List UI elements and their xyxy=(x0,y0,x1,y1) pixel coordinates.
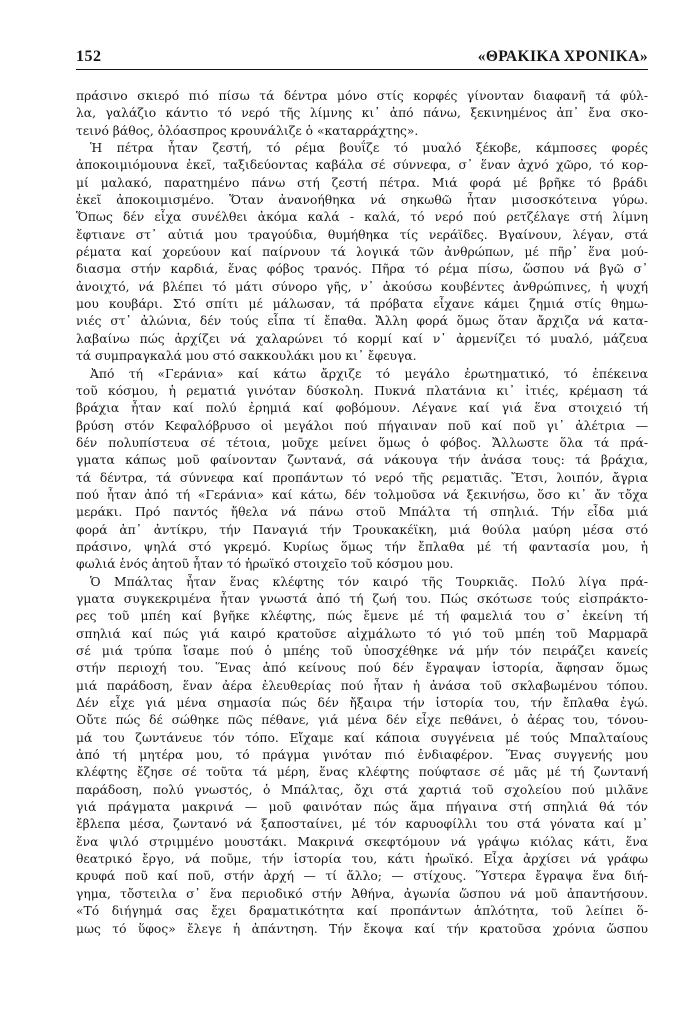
text-line: ἕνα ψιλό στριμμένο μουστάκι. Μακρινά σκεφτόμουν νά γράψω κιόλας κάτι, ἕνα xyxy=(76,834,648,849)
text-line: ρέματα καί χορεύουν καί παίρνουν τά λογικά τῶν ἀνθρώπων, μέ πῆρ᾽ ἕνα μού- xyxy=(76,245,648,260)
text-line: ἐκεῖ ἀποκοιμισμένο. Ὅταν ἀνανοήθηκα νά σηκωθῶ ἦταν μισοσκότεινα γύρω. xyxy=(76,193,648,208)
text-line: ἔβλεπα μέσα, ζωντανό νά ξαποσταίνει, μέ τόν καρυοφίλλι του στά γόνατα καί μ᾽ xyxy=(76,817,648,832)
text-line: φορά ἀπ᾽ ἀντίκρυ, τήν Παναγιά τήν Τρουκακέϊκη, μιά θούλα μαύρη μέσα στό xyxy=(76,522,648,537)
text-line: μά του ζωντάνευε τόν τόπο. Εἴχαμε καί κάποια συγγένεια μέ τούς Μπαλταίους xyxy=(76,730,648,745)
text-line: κρυφά ποῦ καί ποῦ, στήν ἀρχή — τί ἄλλο; — στίχους. Ὕστερα ἔγραψα ἕνα διή- xyxy=(76,869,648,884)
text-line: τά συμπραγκαλά μου στό σακκουλάκι μου κι᾽ ἔφευγα. xyxy=(76,349,417,364)
text-line: ἀποκοιμιόμουνα ἐκεῖ, ταξιδεύοντας καβάλα σέ σύννεφα, σ᾽ ἕναν ἀχνό χῶρο, τό κορ- xyxy=(76,158,648,173)
text-line: Οὔτε πώς δέ σώθηκε πῶς πέθανε, γιά μένα δέν εἶχε πεθάνει, ὁ ἀέρας του, τόνου- xyxy=(76,713,648,728)
text-line: μεράκι. Πρό παντός ἤθελα νά πάνω στοῦ Μπάλτα τή σπηλιά. Τήν εἶδα μιά xyxy=(76,505,648,520)
text-line: τοῦ κόσμου, ἡ ρεματιά γινόταν δύσκολη. Πυκνά πλατάνια κι᾽ ἰτιές, κρέμαση τά xyxy=(76,383,648,398)
text-line: κλέφτης ἔζησε σέ τοῦτα τά μέρη, ἕνας κλέφτης πούφτασε σέ μᾶς μέ τή ζωντανή xyxy=(76,765,648,780)
text-line: μιά παράδοση, ἕναν ἀέρα ἐλευθερίας πού ἦταν ἡ ἀνάσα τοῦ σκλαβωμένου τόπου. xyxy=(76,678,648,693)
paragraph xyxy=(76,88,648,140)
text-line: θεατρικό ἔργο, νά ποῦμε, τήν ἱστορία του, κάτι ἡρωϊκό. Εἶχα ἀρχίσει νά γράφω xyxy=(76,852,648,867)
text-line: στήν περιοχή του. Ἕνας ἀπό κείνους πού δέν ἔγραψαν ἱστορία, ἄφησαν ὅμως xyxy=(76,661,648,676)
text-line: Ἀπό τή «Γεράνια» καί κάτω ἄρχιζε τό μεγάλο ἐρωτηματικό, τό ἐπέκεινα xyxy=(90,366,648,381)
paragraph xyxy=(76,574,648,938)
text-line: διασμα στήν καρδιά, ἕνας φόβος τρανός. Πῆρα τό ρέμα πίσω, ὥσπου νά βγῶ σ᾽ xyxy=(76,262,648,277)
text-line: Ὁ Μπάλτας ἦταν ἕνας κλέφτης τόν καιρό τῆς Τουρκιᾶς. Πολύ λίγα πρά- xyxy=(90,574,648,589)
text-line: «Τό διήγημά σας ἔχει δραματικότητα καί προπάντων ἁπλότητα, τοῦ λείπει ὅ- xyxy=(76,904,648,919)
text-line: ἀνοιχτό, νά βλέπει τό μάτι σύνορο γῆς, ν᾽ ἀκούσω κουβέντες ἀνθρώπινες, ἡ ψυχή xyxy=(76,279,648,294)
text-line: παράδοση, πολύ γνωστός, ὁ Μπάλτας, ὄχι στά χαρτιά τοῦ σχολείου πού μιλᾶνε xyxy=(76,782,648,797)
text-line: σέ μιά τρύπα ἴσαμε πού ὁ μπέης τοῦ ὑποσχέθηκε νά μήν τόν πειράζει κανείς xyxy=(76,644,648,658)
text-line: Ὅπως δέν εἶχα συνέλθει ἀκόμα καλά - καλά, τό νερό πού ρετζέλαγε στή λίμνη xyxy=(76,210,648,225)
text-line: πού ἦταν ἀπό τή «Γεράνια» καί κάτω, δέν τολμοῦσα νά ξεκινήσω, ὅσο κι᾽ ἄν τὄχα xyxy=(76,487,648,502)
page-header xyxy=(76,40,648,66)
text-line: φωλιά ἑνός ἀητοῦ ἦταν τό ἡρωϊκό στοιχεῖο τοῦ κόσμου μου. xyxy=(76,557,454,572)
text-line: Δέν εἶχε γιά μένα σημασία πώς δέν ἤξαιρα τήν ἱστορία του, τήν ἔπλαθα ἐγώ. xyxy=(76,696,648,711)
paragraph xyxy=(76,140,648,365)
text-line: τά δέντρα, τά σύννεφα καί προπάντων τό νερό τῆς ρεματιᾶς. Ἔτσι, λοιπόν, ἄγρια xyxy=(76,470,648,485)
text-line: λαβαίνω πώς ἀρχίζει νά χαλαρώνει τό κορμί καί ν᾽ ἀρμενίζει τό μυαλό, μάζευα xyxy=(76,331,648,346)
text-line: ἀπό τή μητέρα μου, τό πράγμα γινόταν πιό ἐνδιαφέρον. Ἕνας συγγενής μου xyxy=(76,748,648,763)
text-line: λα, γαλάζιο κάντιο τό νερό τῆς λίμνης κι᾽ ἀπό πάνω, ξεκινημένος ἀπ᾽ ἔνα σκο- xyxy=(76,106,648,121)
text-line: μως τό ὕφος» ἔλεγε ἡ ἀπάντηση. Τήν ἔκοψα καί τήν κρατοῦσα χρόνια ὥσπου xyxy=(76,921,648,936)
header-rule xyxy=(76,69,648,70)
text-line: νιές στ᾽ ἀλώνια, δέν τούς εἶπα τί ἔπαθα. Ἄλλη φορά ὅμως ὅταν ἄρχιζα νά κατα- xyxy=(76,314,648,329)
text-line: μί μαλακό, παρατημένο πάνω στή ζεστή πέτρα. Μιά φορά μέ βρῆκε τό βράδι xyxy=(76,175,648,190)
text-line: δέν πολυπίστευα σέ τέτοια, μοῦχε μείνει ὅμως ὁ φόβος. Ἄλλωστε ὅλα τά πρά- xyxy=(76,435,648,450)
running-title: «ΘΡΑΚΙΚΑ ΧΡΟΝΙΚΑ» xyxy=(477,48,648,65)
text-line: βρύση στόν Κεφαλόβρυσο οἱ μεγάλοι πού πήγαιναν ποῦ καί ποῦ γι᾽ ἀλέτρια — xyxy=(76,418,648,433)
text-line: Ἡ πέτρα ἦταν ζεστή, τό ρέμα βουΐζε τό μυαλό ξέκοβε, κάμποσες φορές xyxy=(90,141,648,156)
text-line: βράχια ἦταν καί πολύ ἐρημιά καί φοβόμουν. Λέγανε καί γιά ἕνα στοιχειό τή xyxy=(76,401,648,416)
text-line: γματα κάπως μοῦ φαίνονταν ζωντανά, σά νάκουγα τήν ἀνάσα τους: τά βράχια, xyxy=(76,453,648,468)
text-line: μου κουβάρι. Στό σπίτι μέ μάλωσαν, τά πρόβατα εἶχανε κάμει ζημιά στίς θημω- xyxy=(76,297,648,312)
body-text xyxy=(76,88,648,938)
text-line: γματα συγκεκριμένα ἦταν γνωστά ἀπό τή ζωή του. Πώς σκότωσε τούς εἰσπράκτο- xyxy=(76,591,648,606)
text-line: γημα, τὄστειλα σ᾽ ἕνα περιοδικό στήν Ἀθήνα, ἀγωνία ὥσπου νά μοῦ ἀπαντήσουν. xyxy=(76,886,648,901)
text-line: πράσινο, ψηλά στό γκρεμό. Κυρίως ὅμως τήν ἔπλαθα μέ τή φαντασία μου, ἡ xyxy=(76,539,648,554)
text-line: πράσινο σκιερό πιό πίσω τά δέντρα μόνο στίς κορφές γίνονταν διαφανῆ τά φύλ- xyxy=(76,89,648,103)
text-line: ἔφτιανε στ᾽ αὐτιά μου τραγούδια, θυμήθηκα τίς νεράϊδες. Βγαίνουν, λέγαν, στά xyxy=(76,227,648,242)
text-line: σπηλιά καί πώς γιά καιρό κρατοῦσε αἰχμάλωτο τό γιό τοῦ μπέη τοῦ Μαρμαρᾶ xyxy=(76,626,648,641)
text-line: ρες τοῦ μπέη καί βγῆκε κλέφτης, πώς ἔμενε μέ τή φαμελιά του σ᾽ ἐκείνη τή xyxy=(76,609,648,624)
text-line: τεινό βάθος, ὁλόασπρος κρουνάλιζε ὁ «καταρράχτης». xyxy=(76,123,419,138)
paragraph xyxy=(76,366,648,574)
page-number: 152 xyxy=(76,48,102,65)
text-line: γιά πράγματα μακρινά — μοῦ φαινόταν πώς ἅμα πήγαινα στή σπηλιά θά τόν xyxy=(76,800,648,815)
